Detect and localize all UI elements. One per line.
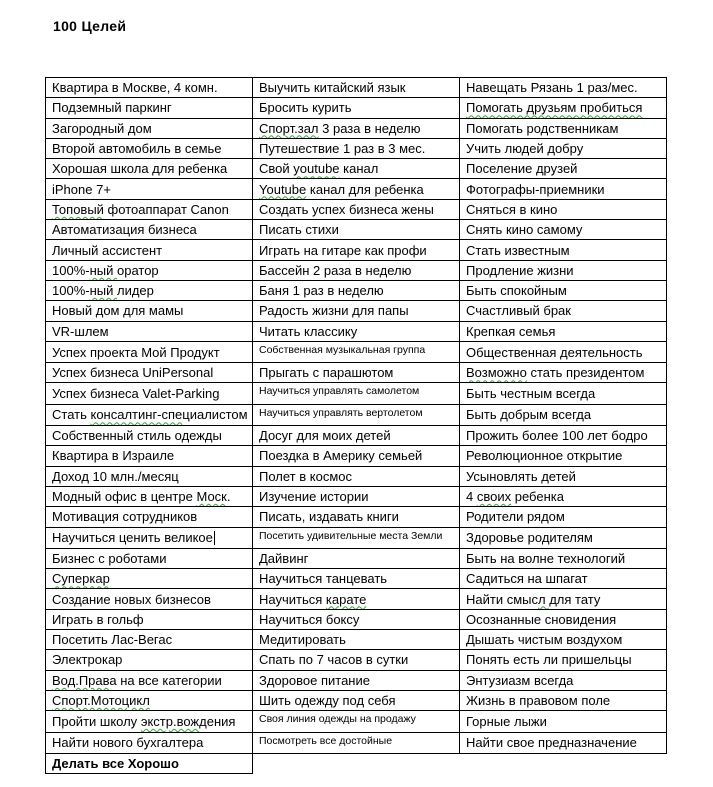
goal-cell: Успех проекта Мой Продукт	[46, 341, 253, 362]
goal-cell: Писать стихи	[253, 220, 460, 240]
goal-cell: Помогать родственникам	[460, 118, 667, 138]
table-row	[46, 98, 667, 118]
goal-cell: Создание новых бизнесов	[46, 589, 253, 609]
table-row	[46, 630, 667, 650]
goal-cell: Посетить Лас-Вегас	[46, 630, 253, 650]
goal-cell: Осознанные сновидения	[460, 609, 667, 629]
goal-cell: Играть в гольф	[46, 609, 253, 629]
table-row	[46, 301, 667, 321]
goal-cell: Садиться на шпагат	[460, 569, 667, 589]
goal-cell: Горные лыжи	[460, 711, 667, 732]
goal-cell: Найти нового бухгалтера	[46, 732, 253, 753]
table-row	[46, 466, 667, 486]
goal-cell: Мотивация сотрудников	[46, 507, 253, 527]
goal-cell: Модный офис в центре Моск.	[46, 486, 253, 506]
table-row	[46, 670, 667, 690]
goal-cell: Выучить китайский язык	[253, 78, 460, 98]
goal-cell: Понять есть ли пришельцы	[460, 650, 667, 670]
goals-table	[45, 77, 667, 774]
table-row	[46, 78, 667, 98]
goal-cell: Писать, издавать книги	[253, 507, 460, 527]
goal-cell: Хорошая школа для ребенка	[46, 159, 253, 179]
goal-cell: Шить одежду под себя	[253, 690, 460, 710]
goal-cell: Свой youtube канал	[253, 159, 460, 179]
goal-cell: Продление жизни	[460, 260, 667, 280]
goal-cell: 100%-ный оратор	[46, 260, 253, 280]
goal-cell: Youtube канал для ребенка	[253, 179, 460, 199]
goal-cell: Быть добрым всегда	[460, 404, 667, 425]
goal-cell: Бассейн 2 раза в неделю	[253, 260, 460, 280]
table-row	[46, 650, 667, 670]
table-row	[46, 280, 667, 300]
goal-cell: Автоматизация бизнеса	[46, 220, 253, 240]
goal-cell: Учить людей добру	[460, 138, 667, 158]
goal-cell: Здоровое питание	[253, 670, 460, 690]
goal-cell: VR-шлем	[46, 321, 253, 341]
text-cursor	[214, 531, 215, 545]
goal-cell: Спать по 7 часов в сутки	[253, 650, 460, 670]
table-row	[46, 240, 667, 260]
table-row	[46, 179, 667, 199]
table-row	[46, 569, 667, 589]
goal-cell: Стать известным	[460, 240, 667, 260]
goal-cell: Бросить курить	[253, 98, 460, 118]
goal-cell: Счастливый брак	[460, 301, 667, 321]
goal-cell: Фотографы-приемники	[460, 179, 667, 199]
goal-cell: Крепкая семья	[460, 321, 667, 341]
goal-cell: Новый дом для мамы	[46, 301, 253, 321]
goal-cell: Возможно стать президентом	[460, 363, 667, 383]
document-title: 100 Целей	[53, 18, 127, 34]
table-row	[46, 220, 667, 240]
goal-cell: Своя линия одежды на продажу	[253, 711, 460, 732]
goal-cell: Быть честным всегда	[460, 383, 667, 404]
table-row	[46, 732, 667, 753]
goal-cell: Полет в космос	[253, 466, 460, 486]
goal-cell: Поездка в Америку семьей	[253, 446, 460, 466]
table-row	[46, 589, 667, 609]
goal-cell: Спорт.зал 3 раза в неделю	[253, 118, 460, 138]
goal-cell: Изучение истории	[253, 486, 460, 506]
goal-cell: Загородный дом	[46, 118, 253, 138]
goal-cell: Собственная музыкальная группа	[253, 341, 460, 362]
table-row	[46, 527, 667, 548]
goal-cell: Пройти школу экстр.вождения	[46, 711, 253, 732]
goal-cell: Топовый фотоаппарат Canon	[46, 199, 253, 219]
goal-cell: Прыгать с парашютом	[253, 363, 460, 383]
table-row	[46, 341, 667, 362]
goal-cell: Научиться танцевать	[253, 569, 460, 589]
goal-cell: Жизнь в правовом поле	[460, 690, 667, 710]
goal-cell: Помогать друзьям пробиться	[460, 98, 667, 118]
goal-cell: Научиться управлять вертолетом	[253, 404, 460, 425]
table-row	[46, 199, 667, 219]
table-row	[46, 159, 667, 179]
goal-cell: Играть на гитаре как профи	[253, 240, 460, 260]
goal-cell: Второй автомобиль в семье	[46, 138, 253, 158]
table-row	[46, 609, 667, 629]
empty-cell	[253, 753, 460, 773]
goal-cell: Дышать чистым воздухом	[460, 630, 667, 650]
goal-cell: Подземный паркинг	[46, 98, 253, 118]
goal-cell: Читать классику	[253, 321, 460, 341]
goal-cell: Усыновлять детей	[460, 466, 667, 486]
table-row	[46, 260, 667, 280]
goal-cell: Общественная деятельность	[460, 341, 667, 362]
table-row	[46, 363, 667, 383]
goal-cell: Быть спокойным	[460, 280, 667, 300]
goal-cell: Навещать Рязань 1 раз/мес.	[460, 78, 667, 98]
goal-cell: Успех бизнеса UniPersonal	[46, 363, 253, 383]
goal-cell: iPhone 7+	[46, 179, 253, 199]
goal-cell: Научиться ценить великое	[46, 527, 253, 548]
goal-cell: Создать успех бизнеса жены	[253, 199, 460, 219]
table-row	[46, 426, 667, 446]
goal-cell: Революционное открытие	[460, 446, 667, 466]
goal-cell: Досуг для моих детей	[253, 426, 460, 446]
table-row	[46, 690, 667, 710]
table-row	[46, 711, 667, 732]
goal-cell: 100%-ный лидер	[46, 280, 253, 300]
goal-cell: Сняться в кино	[460, 199, 667, 219]
table-row	[46, 753, 667, 773]
goal-cell: Баня 1 раз в неделю	[253, 280, 460, 300]
table-row	[46, 404, 667, 425]
goal-cell: Быть на волне технологий	[460, 548, 667, 568]
goal-cell: Прожить более 100 лет бодро	[460, 426, 667, 446]
table-row	[46, 486, 667, 506]
goal-cell: Суперкар	[46, 569, 253, 589]
goal-cell: Найти смысл для тату	[460, 589, 667, 609]
goal-cell: Дайвинг	[253, 548, 460, 568]
goal-cell: Вод.Права на все категории	[46, 670, 253, 690]
goal-cell: Радость жизни для папы	[253, 301, 460, 321]
goal-cell: Личный ассистент	[46, 240, 253, 260]
goal-cell: Научиться боксу	[253, 609, 460, 629]
goal-cell: Делать все Хорошо	[46, 753, 253, 773]
goal-cell: Успех бизнеса Valet-Parking	[46, 383, 253, 404]
table-row	[46, 138, 667, 158]
table-row	[46, 548, 667, 568]
goal-cell: Научиться управлять самолетом	[253, 383, 460, 404]
goal-cell: Родители рядом	[460, 507, 667, 527]
goal-cell: Путешествие 1 раз в 3 мес.	[253, 138, 460, 158]
goal-cell: Поселение друзей	[460, 159, 667, 179]
table-row	[46, 507, 667, 527]
goal-cell: Квартира в Израиле	[46, 446, 253, 466]
goal-cell: 4 своих ребенка	[460, 486, 667, 506]
table-row	[46, 383, 667, 404]
table-row	[46, 446, 667, 466]
goal-cell: Квартира в Москве, 4 комн.	[46, 78, 253, 98]
goal-cell: Собственный стиль одежды	[46, 426, 253, 446]
goal-cell: Спорт.Мотоцикл	[46, 690, 253, 710]
goal-cell: Снять кино самому	[460, 220, 667, 240]
table-row	[46, 321, 667, 341]
empty-cell	[460, 753, 667, 773]
goal-cell: Научиться карате	[253, 589, 460, 609]
goal-cell: Посетить удивительные места Земли	[253, 527, 460, 548]
goal-cell: Стать консалтинг-специалистом	[46, 404, 253, 425]
goal-cell: Здоровье родителям	[460, 527, 667, 548]
table-row	[46, 118, 667, 138]
goal-cell: Электрокар	[46, 650, 253, 670]
goal-cell: Посмотреть все достойные	[253, 732, 460, 753]
goal-cell: Найти свое предназначение	[460, 732, 667, 753]
goal-cell: Бизнес с роботами	[46, 548, 253, 568]
goal-cell: Доход 10 млн./месяц	[46, 466, 253, 486]
goal-cell: Энтузиазм всегда	[460, 670, 667, 690]
goal-cell: Медитировать	[253, 630, 460, 650]
